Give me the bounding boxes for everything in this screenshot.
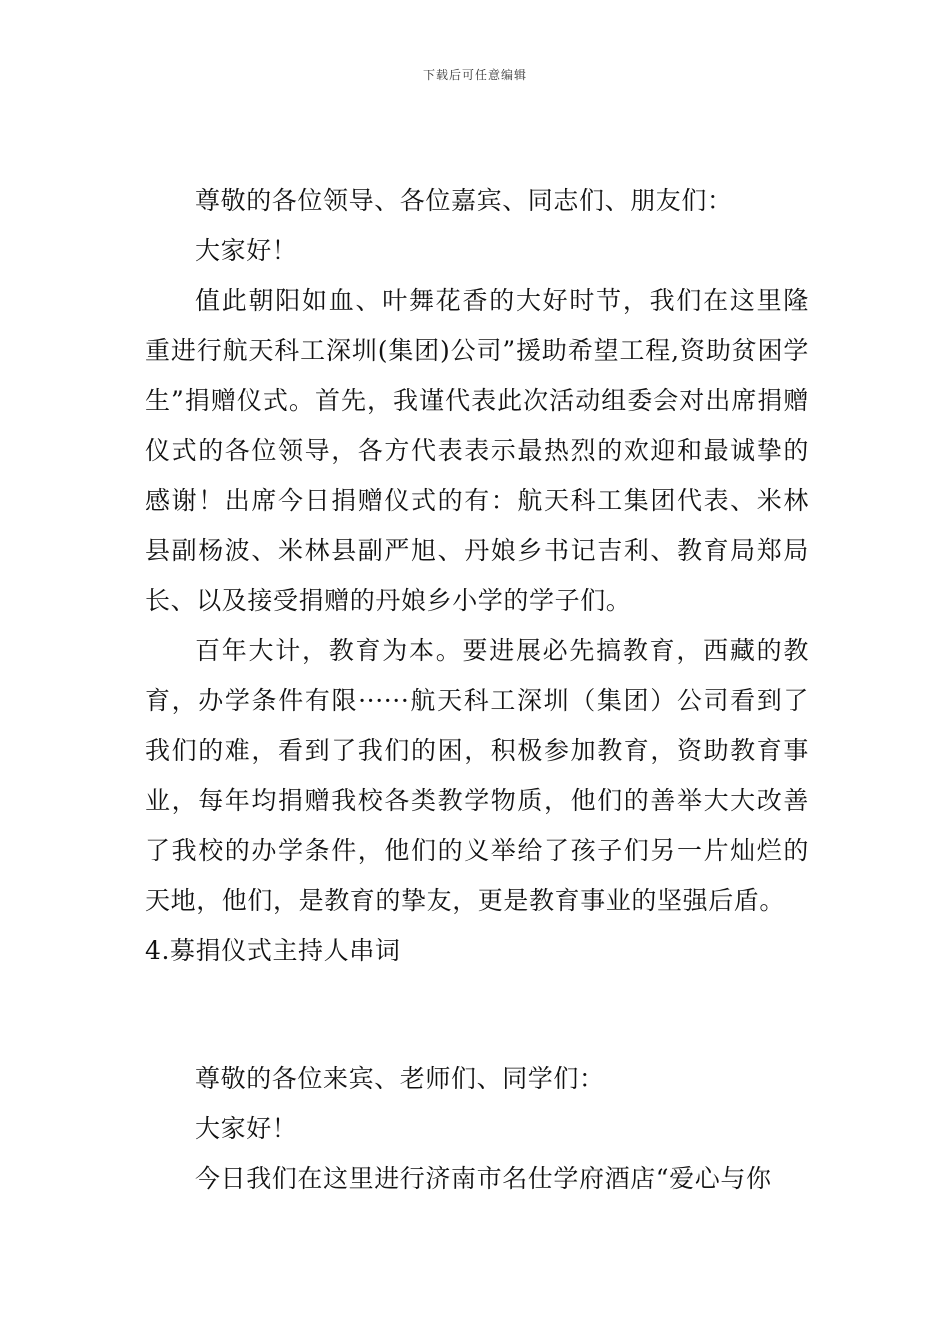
document-body: [145, 176, 809, 1204]
greeting-line: 尊敬的各位来宾、老师们、同学们：: [195, 1064, 605, 1093]
greeting-line: 尊敬的各位领导、各位嘉宾、同志们、朋友们：: [195, 186, 733, 215]
section-title: 4.募捐仪式主持人串词: [145, 936, 401, 965]
body-paragraph: 今日我们在这里进行济南市名仕学府酒店“爱心与你: [195, 1164, 772, 1193]
body-paragraph: 值此朝阳如血、叶舞花香的大好时节，我们在这里隆重进行航天科工深圳(集团)公司”援助希望工程,资助贫困学生”捐赠仪式。首先，我谨代表此次活动组委会对出席捐赠仪式的各位领导，各方代表表示最热烈的欢迎和最诚挚的感谢！出席今日捐赠仪式的有：航天科工集团代表、米林县副杨波、米林县副严旭、丹娘乡书记吉利、教育局郑局长、以及接受捐赠的丹娘乡小学的学子们。: [145, 286, 809, 615]
section-spacer: [145, 976, 809, 1054]
hello-line: 大家好！: [195, 236, 298, 265]
page-header-note: 下载后可任意编辑: [422, 68, 527, 82]
body-paragraph: 百年大计，教育为本。要进展必先搞教育，西藏的教育，办学条件有限······航天科工深圳（集团）公司看到了我们的难，看到了我们的困，积极参加教育，资助教育事业，每年均捐赠我校各类教学物质，他们的善举大大改善了我校的办学条件，他们的义举给了孩子们另一片灿烂的天地，他们，是教育的挚友，更是教育事业的坚强后盾。: [145, 636, 809, 915]
hello-line: 大家好！: [195, 1114, 298, 1143]
